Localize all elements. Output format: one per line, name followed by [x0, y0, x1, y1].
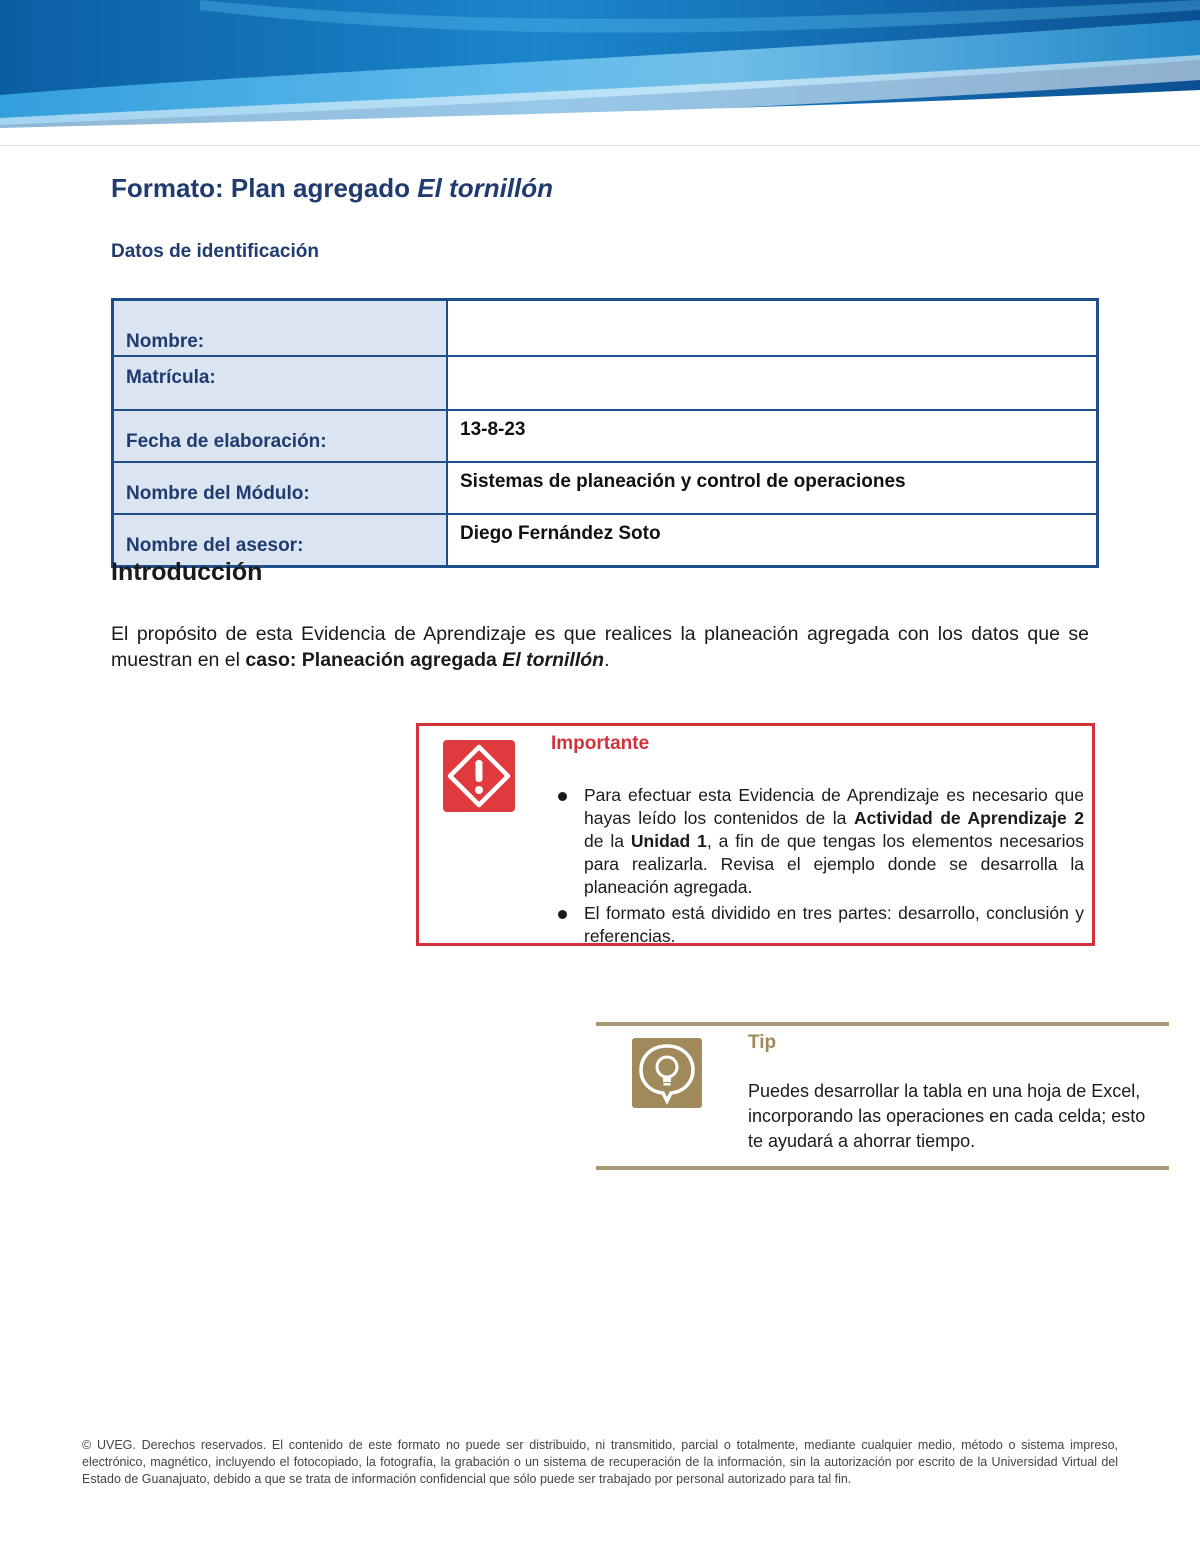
- tip-top-rule: [596, 1022, 1169, 1026]
- important-title: Importante: [551, 733, 650, 754]
- section-subtitle: Datos de identificación: [111, 241, 319, 262]
- item-text: de la: [584, 831, 631, 851]
- tip-text: Puedes desarrollar la tabla en una hoja de Excel, incorporando las operaciones en cada celda; esto te ayudará a ahorrar tiempo.: [748, 1081, 1146, 1151]
- advisor-field[interactable]: Diego Fernández Soto: [447, 514, 1098, 567]
- intro-paragraph: [111, 621, 1089, 673]
- table-row: [113, 410, 1098, 462]
- name-field[interactable]: [447, 300, 1098, 357]
- list-item: [558, 902, 1084, 948]
- row-label: Matrícula:: [113, 356, 448, 410]
- title-prefix: Formato: Plan agregado: [111, 173, 418, 203]
- row-label: Nombre del Módulo:: [113, 462, 448, 514]
- module-field[interactable]: Sistemas de planeación y control de operaciones: [447, 462, 1098, 514]
- header-banner: [0, 0, 1200, 145]
- title-italic: El tornillón: [417, 173, 554, 203]
- item-bold: Actividad de Aprendizaje 2: [853, 808, 1084, 828]
- item-bold: Unidad 1: [630, 831, 707, 851]
- table-row: [113, 300, 1098, 357]
- row-label: Fecha de elaboración:: [113, 410, 448, 462]
- tip-title: Tip: [748, 1032, 777, 1053]
- lightbulb-icon: [632, 1038, 702, 1108]
- intro-end: .: [604, 649, 610, 671]
- intro-bold: caso: Planeación agregada: [245, 649, 503, 671]
- copyright-footer: © UVEG. Derechos reservados. El contenido de este formato no puede ser distribuido, ni transmitido, parcial o totalmente, mediante cualquier medio, método o sistema impreso, electrónico, magnético, incluyendo el fotocopiado, la fotografía, la grabación o un sistema de recuperación de la información, sin la autorización por escrito de la Universidad Virtual del Estado de Guanajuato, debido a que se trata de información confidencial que sólo puede ser trabajado por personal autorizado para tal fin.: [82, 1438, 1118, 1486]
- bullet-icon: [558, 910, 567, 919]
- identification-table: [111, 298, 1099, 568]
- table-row: [113, 356, 1098, 410]
- banner-graphic: [0, 0, 1200, 145]
- intro-heading: Introducción: [111, 558, 263, 586]
- tip-bottom-rule: [596, 1166, 1169, 1170]
- table-row: [113, 462, 1098, 514]
- row-label: Nombre del asesor:: [113, 514, 448, 567]
- important-list: [558, 784, 1084, 951]
- enrollment-field[interactable]: [447, 356, 1098, 410]
- item-text: El formato está dividido en tres partes: desarrollo, conclusión y referencias.: [584, 903, 1084, 946]
- item-text: , a fin de que tengas los elementos necesarios para realizarla. Revisa el ejemplo donde se desarrolla la planeación agregada.: [584, 831, 1085, 897]
- date-field[interactable]: 13-8-23: [447, 410, 1098, 462]
- row-label: Nombre:: [113, 300, 448, 357]
- bullet-icon: [558, 792, 567, 801]
- page-title: [111, 173, 553, 204]
- warning-icon: [443, 740, 515, 812]
- intro-text: El propósito de esta Evidencia de Aprendizaje es que realices la planeación agregada con los datos que se muestran en el: [111, 623, 1089, 671]
- list-item: [558, 784, 1084, 899]
- banner-divider: [0, 145, 1200, 146]
- intro-bold-italic: El tornillón: [502, 649, 605, 671]
- item-text: Para efectuar esta Evidencia de Aprendizaje es necesario que hayas leído los contenidos de la: [584, 785, 1084, 828]
